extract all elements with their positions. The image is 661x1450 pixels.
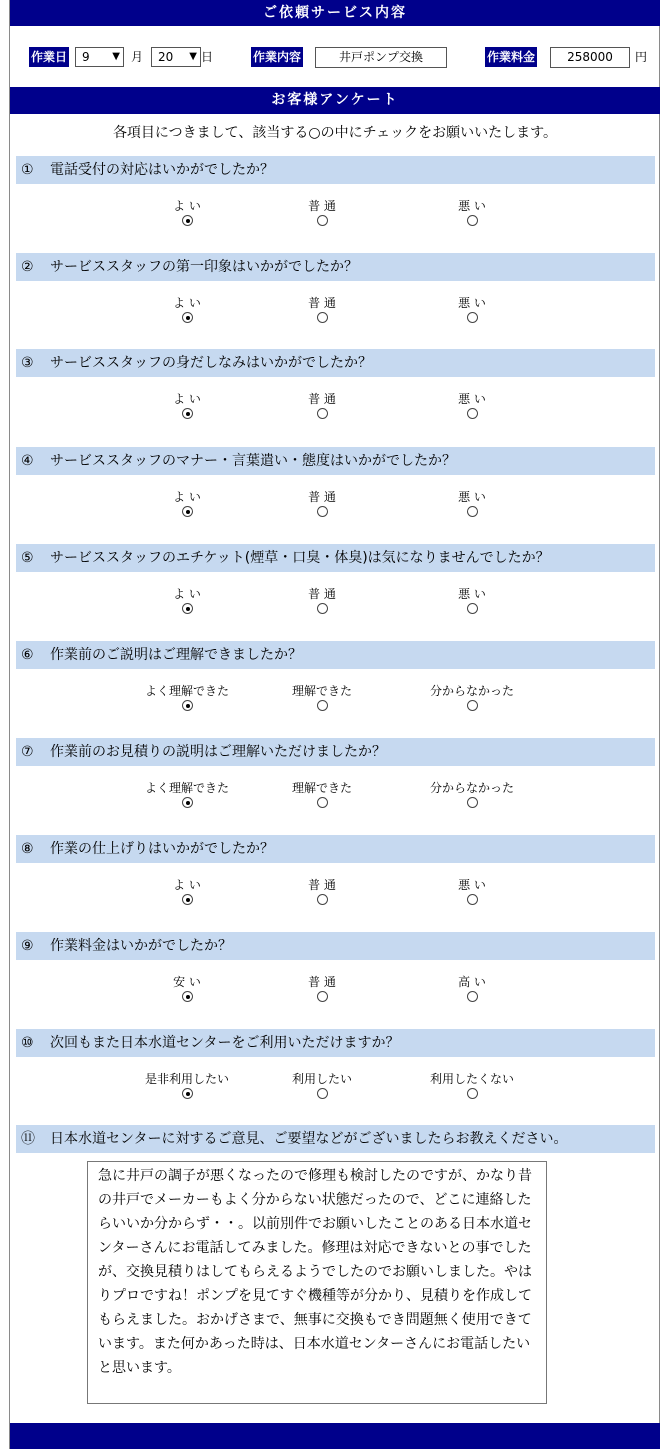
option-label: 普 通 bbox=[308, 199, 336, 213]
question-number: ① bbox=[21, 162, 34, 178]
question-text: 作業の仕上げりはいかがでしたか？ bbox=[50, 841, 274, 857]
question-number: ④ bbox=[21, 453, 34, 469]
option-radio[interactable] bbox=[467, 312, 478, 323]
day-value: 20 bbox=[158, 50, 174, 64]
option-radio[interactable] bbox=[467, 991, 478, 1002]
question-number: ⑧ bbox=[21, 841, 34, 857]
service-header: ご依頼サービス内容 bbox=[10, 0, 660, 26]
option-label: 是非利用したい bbox=[144, 1072, 229, 1086]
day-unit: 日 bbox=[201, 50, 214, 64]
question-10-bar bbox=[16, 1029, 655, 1057]
option-label: 悪 い bbox=[458, 199, 486, 213]
work-day-label: 作業日 bbox=[29, 47, 69, 67]
option-radio[interactable] bbox=[182, 215, 193, 226]
question-number: ⑨ bbox=[21, 938, 34, 954]
option-label: よ い bbox=[173, 587, 201, 601]
survey-instruction: 各項目につきまして、該当する○の中にチェックをお願いいたします。 bbox=[112, 125, 558, 141]
question-text: 作業料金はいかがでしたか？ bbox=[50, 938, 232, 954]
option-label: 悪 い bbox=[458, 296, 486, 310]
option-radio[interactable] bbox=[182, 408, 193, 419]
option-label: 悪 い bbox=[458, 490, 486, 504]
option-label: よく理解できた bbox=[144, 781, 229, 795]
option-label: 利用したい bbox=[291, 1072, 352, 1086]
option-label: よ い bbox=[173, 296, 201, 310]
option-label: 普 通 bbox=[308, 878, 336, 892]
option-radio[interactable] bbox=[467, 1088, 478, 1099]
work-fee-field[interactable]: 258000 bbox=[550, 47, 630, 68]
dropdown-arrow-icon: ▼ bbox=[112, 51, 120, 62]
option-radio[interactable] bbox=[467, 797, 478, 808]
option-radio[interactable] bbox=[317, 215, 328, 226]
option-label: よ い bbox=[173, 392, 201, 406]
fee-unit: 円 bbox=[635, 50, 648, 64]
option-radio[interactable] bbox=[317, 312, 328, 323]
month-select[interactable] bbox=[75, 47, 124, 67]
option-label: 普 通 bbox=[308, 587, 336, 601]
option-label: 悪 い bbox=[458, 878, 486, 892]
option-radio[interactable] bbox=[467, 215, 478, 226]
comment-textarea[interactable]: 急に井戸の調子が悪くなったので修理も検討したのですが、かなり昔の井戸でメーカーもよく分からない状態だったので、どこに連絡したらいいか分からず・・。以前別件でお願いしたことのある日本水道センターさんにお電話してみました。修理は対応できないとの事でしたが、交換見積りはしてもらえるようでしたのでお願いしました。やはりプロですね！ポンプを見てすぐ機種等が分かり、見積りを作成してもらえました。おかげさまで、無事に交換もでき問題無く使用できています。また何かあった時は、日本水道センターさんにお電話したいと思います。 bbox=[87, 1161, 547, 1404]
option-radio[interactable] bbox=[467, 894, 478, 905]
option-radio[interactable] bbox=[317, 603, 328, 614]
question-2-bar bbox=[16, 253, 655, 281]
question-number: ② bbox=[21, 259, 34, 275]
survey-header: お客様アンケート bbox=[10, 87, 660, 114]
option-radio[interactable] bbox=[467, 408, 478, 419]
option-radio[interactable] bbox=[182, 700, 193, 711]
question-5-bar bbox=[16, 544, 655, 572]
option-radio[interactable] bbox=[182, 1088, 193, 1099]
question-text: 電話受付の対応はいかがでしたか？ bbox=[50, 162, 274, 178]
option-label: 普 通 bbox=[308, 975, 336, 989]
work-fee-label: 作業料金 bbox=[485, 47, 537, 67]
question-text: サービススタッフのエチケット(煙草・口臭・体臭)は気になりませんでしたか？ bbox=[50, 550, 550, 566]
question-number: ⑥ bbox=[21, 647, 34, 663]
month-unit: 月 bbox=[131, 50, 144, 64]
question-text: サービススタッフの身だしなみはいかがでしたか？ bbox=[50, 355, 372, 371]
option-label: 普 通 bbox=[308, 490, 336, 504]
option-label: 分からなかった bbox=[429, 684, 514, 698]
question-number: ⑪ bbox=[21, 1131, 35, 1147]
option-label: 理解できた bbox=[291, 684, 352, 698]
option-radio[interactable] bbox=[467, 506, 478, 517]
option-radio[interactable] bbox=[317, 506, 328, 517]
option-radio[interactable] bbox=[467, 603, 478, 614]
option-radio[interactable] bbox=[182, 797, 193, 808]
month-value: 9 bbox=[82, 50, 90, 64]
option-label: よ い bbox=[173, 199, 201, 213]
option-label: 利用したくない bbox=[429, 1072, 514, 1086]
question-text: サービススタッフのマナー・言葉遣い・態度はいかがでしたか？ bbox=[50, 453, 456, 469]
option-label: 安 い bbox=[173, 975, 201, 989]
option-radio[interactable] bbox=[317, 991, 328, 1002]
question-text: 作業前のお見積りの説明はご理解いただけましたか？ bbox=[50, 744, 386, 760]
option-radio[interactable] bbox=[182, 991, 193, 1002]
question-text: 作業前のご説明はご理解できましたか？ bbox=[50, 647, 302, 663]
option-label: よ い bbox=[173, 490, 201, 504]
option-radio[interactable] bbox=[317, 894, 328, 905]
option-label: 分からなかった bbox=[429, 781, 514, 795]
question-1-bar bbox=[16, 156, 655, 184]
dropdown-arrow-icon: ▼ bbox=[189, 51, 197, 62]
question-4-bar bbox=[16, 447, 655, 475]
option-label: 理解できた bbox=[291, 781, 352, 795]
option-label: よ い bbox=[173, 878, 201, 892]
question-number: ⑦ bbox=[21, 744, 34, 760]
option-label: 悪 い bbox=[458, 392, 486, 406]
question-6-bar bbox=[16, 641, 655, 669]
option-radio[interactable] bbox=[317, 408, 328, 419]
question-text: 次回もまた日本水道センターをご利用いただけますか？ bbox=[50, 1035, 400, 1051]
option-radio[interactable] bbox=[317, 1088, 328, 1099]
question-3-bar bbox=[16, 349, 655, 377]
question-text: サービススタッフの第一印象はいかがでしたか？ bbox=[50, 259, 358, 275]
option-radio[interactable] bbox=[182, 506, 193, 517]
option-radio[interactable] bbox=[182, 894, 193, 905]
option-radio[interactable] bbox=[182, 312, 193, 323]
question-number: ⑩ bbox=[21, 1035, 34, 1051]
day-select[interactable] bbox=[151, 47, 201, 67]
question-text: 日本水道センターに対するご意見、ご要望などがございましたらお教えください。 bbox=[50, 1131, 568, 1147]
work-content-field[interactable]: 井戸ポンプ交換 bbox=[315, 47, 447, 68]
option-radio[interactable] bbox=[467, 700, 478, 711]
question-9-bar bbox=[16, 932, 655, 960]
option-label: 普 通 bbox=[308, 296, 336, 310]
option-label: 高 い bbox=[458, 975, 486, 989]
question-11-bar bbox=[16, 1125, 655, 1153]
work-content-label: 作業内容 bbox=[251, 47, 303, 67]
question-8-bar bbox=[16, 835, 655, 863]
option-label: 普 通 bbox=[308, 392, 336, 406]
option-label: よく理解できた bbox=[144, 684, 229, 698]
option-label: 悪 い bbox=[458, 587, 486, 601]
option-radio[interactable] bbox=[317, 700, 328, 711]
option-radio[interactable] bbox=[182, 603, 193, 614]
footer-bar bbox=[10, 1423, 660, 1449]
question-number: ⑤ bbox=[21, 550, 34, 566]
question-7-bar bbox=[16, 738, 655, 766]
option-radio[interactable] bbox=[317, 797, 328, 808]
question-number: ③ bbox=[21, 355, 34, 371]
